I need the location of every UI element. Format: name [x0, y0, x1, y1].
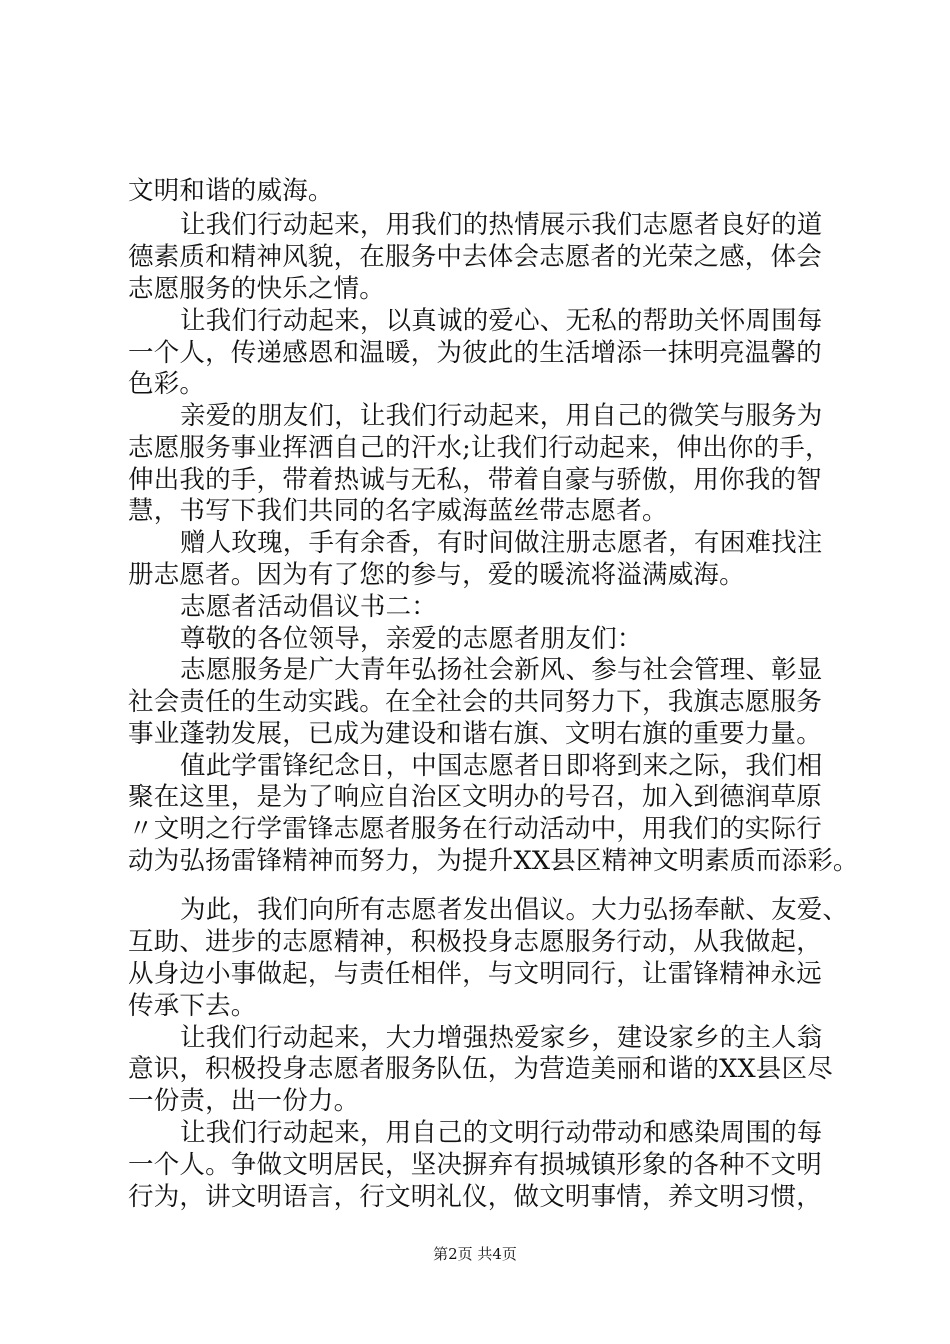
text-line: 志愿服务事业挥洒自己的汗水;让我们行动起来，伸出你的手，	[128, 432, 831, 463]
text-line: 志愿者活动倡议书二：	[180, 591, 438, 622]
text-line: 让我们行动起来，用自己的文明行动带动和感染周围的每	[180, 1117, 823, 1148]
text-line: 亲爱的朋友们，让我们行动起来，用自己的微笑与服务为	[180, 401, 823, 432]
text-line: 赠人玫瑰，手有余香，有时间做注册志愿者，有困难找注	[180, 528, 823, 559]
text-line: 文明和谐的威海。	[128, 176, 334, 206]
text-line: 为此，我们向所有志愿者发出倡议。大力弘扬奉献、友爱、	[180, 895, 849, 926]
text-line: 互助、进步的志愿精神，积极投身志愿服务行动，从我做起，	[128, 927, 822, 958]
text-line: 社会责任的生动实践。在全社会的共同努力下，我旗志愿服务	[128, 687, 822, 718]
text-line: 行为，讲文明语言，行文明礼仪，做文明事情，养文明习惯，	[128, 1181, 822, 1212]
text-line: 意识，积极投身志愿者服务队伍，为营造美丽和谐的XX县区尽	[128, 1054, 833, 1085]
text-line: 让我们行动起来，大力增强热爱家乡，建设家乡的主人翁	[180, 1022, 823, 1053]
text-line: 传承下去。	[128, 990, 257, 1021]
text-line: 色彩。	[128, 369, 206, 400]
text-line: 慧，书写下我们共同的名字威海蓝丝带志愿者。	[128, 496, 668, 527]
text-line: 一份责，出一份力。	[128, 1086, 360, 1117]
text-line: 让我们行动起来，以真诚的爱心、无私的帮助关怀周围每	[180, 305, 823, 336]
text-line: 册志愿者。因为有了您的参与，爱的暖流将溢满威海。	[128, 560, 745, 591]
text-line: 伸出我的手，带着热诚与无私，带着自豪与骄傲，用你我的智	[128, 464, 822, 495]
text-line: 一个人，传递感恩和温暖，为彼此的生活增添一抹明亮温馨的	[128, 337, 822, 368]
text-line: 事业蓬勃发展，已成为建设和谐右旗、文明右旗的重要力量。	[128, 718, 822, 749]
text-line: 值此学雷锋纪念日，中国志愿者日即将到来之际，我们相	[180, 750, 823, 781]
page-number-footer: 第2页 共4页	[433, 1245, 517, 1263]
text-line: 尊敬的各位领导，亲爱的志愿者朋友们：	[180, 623, 643, 654]
text-line: 让我们行动起来，用我们的热情展示我们志愿者良好的道	[180, 210, 823, 241]
text-line: 志愿服务的快乐之情。	[128, 273, 386, 304]
text-line: 聚在这里，是为了响应自治区文明办的号召，加入到德润草原	[128, 782, 822, 813]
text-line: 志愿服务是广大青年弘扬社会新风、参与社会管理、彰显	[180, 655, 823, 686]
text-line: 从身边小事做起，与责任相伴，与文明同行，让雷锋精神永远	[128, 959, 822, 990]
text-line: 动为弘扬雷锋精神而努力，为提升XX县区精神文明素质而添彩。	[128, 846, 859, 877]
text-line: 〃文明之行学雷锋志愿者服务在行动活动中，用我们的实际行	[128, 814, 822, 845]
text-line: 一个人。争做文明居民，坚决摒弃有损城镇形象的各种不文明	[128, 1149, 822, 1180]
text-line: 德素质和精神风貌，在服务中去体会志愿者的光荣之感，体会	[128, 242, 822, 273]
